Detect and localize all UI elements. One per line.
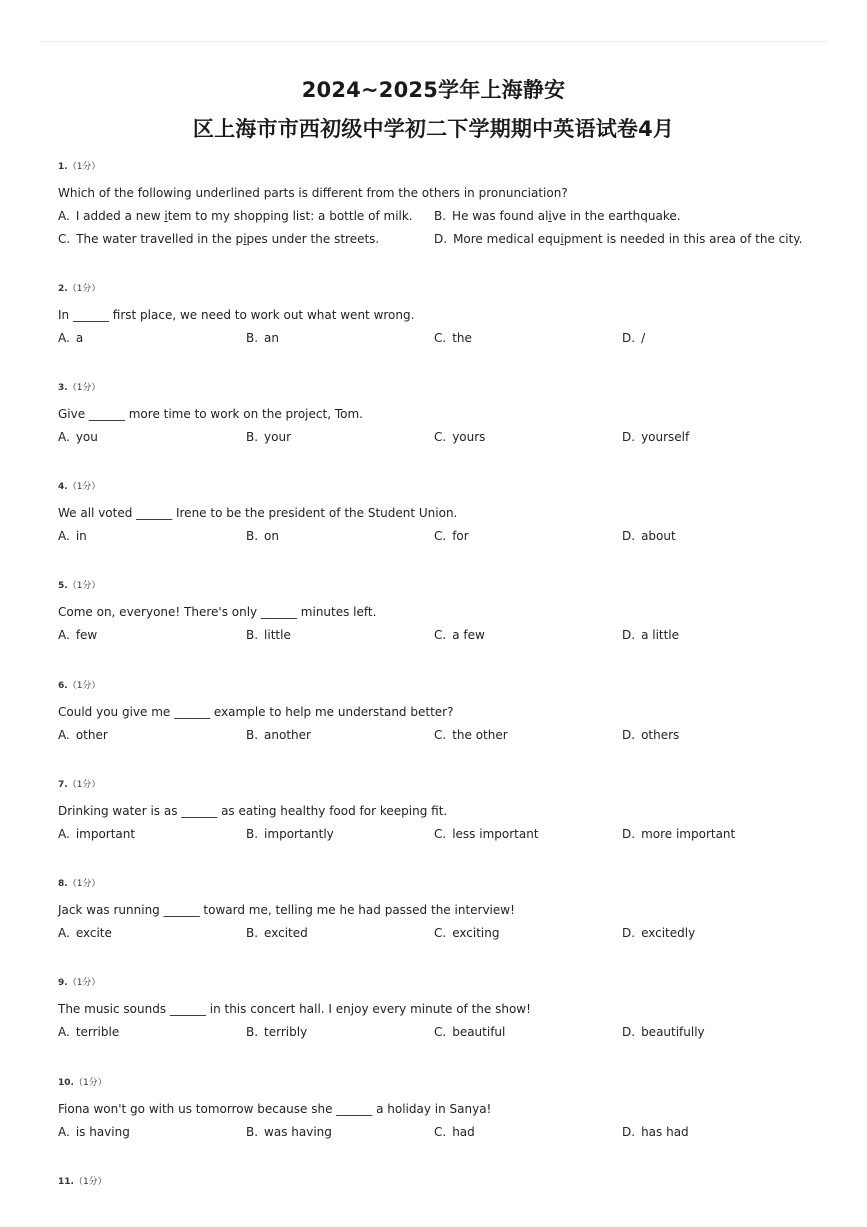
option-b[interactable]: B. terribly (246, 1025, 308, 1039)
option-c[interactable]: C. a few (434, 628, 485, 642)
question-number: 8.（1分） (58, 879, 101, 889)
option-c[interactable]: C. The water travelled in the pipes under the streets. (58, 232, 380, 246)
option-d[interactable]: D. beautifully (622, 1025, 705, 1039)
option-c[interactable]: C. had (434, 1125, 475, 1139)
option-b[interactable]: B. importantly (246, 827, 334, 841)
question-score: （1分） (67, 284, 101, 294)
option-b[interactable]: B. excited (246, 926, 308, 940)
option-a[interactable]: A. important (58, 827, 136, 841)
option-c[interactable]: C. for (434, 529, 469, 543)
question-number: 7.（1分） (58, 780, 101, 790)
option-d[interactable]: D. a little (622, 628, 680, 642)
question-number: 4.（1分） (58, 482, 101, 492)
question-stem: We all voted ______ Irene to be the president of the Student Union. (58, 506, 458, 520)
option-d[interactable]: D. excitedly (622, 926, 696, 940)
option-d[interactable]: D. more important (622, 827, 736, 841)
option-b[interactable]: B. your (246, 430, 292, 444)
option-b[interactable]: B. on (246, 529, 279, 543)
question-stem: Come on, everyone! There's only ______ minutes left. (58, 605, 377, 619)
option-b[interactable]: B. He was found alive in the earthquake. (434, 209, 681, 223)
option-c[interactable]: C. yours (434, 430, 486, 444)
option-a[interactable]: A. terrible (58, 1025, 120, 1039)
option-a[interactable]: A. I added a new item to my shopping list: a bottle of milk. (58, 209, 413, 223)
question-number: 10.（1分） (58, 1078, 107, 1088)
question-number: 6.（1分） (58, 681, 101, 691)
question-score: （1分） (73, 1078, 107, 1088)
option-d[interactable]: D. others (622, 728, 680, 742)
option-d[interactable]: D. / (622, 331, 646, 345)
option-c[interactable]: C. beautiful (434, 1025, 506, 1039)
question-number: 11.（1分） (58, 1177, 107, 1187)
question-score: （1分） (67, 383, 101, 393)
question-stem: Which of the following underlined parts is different from the others in pronunciation? (58, 186, 568, 200)
question-score: （1分） (67, 780, 101, 790)
question-stem: Drinking water is as ______ as eating healthy food for keeping fit. (58, 804, 448, 818)
option-a[interactable]: A. other (58, 728, 108, 742)
question-score: （1分） (67, 162, 101, 172)
option-d[interactable]: D. has had (622, 1125, 689, 1139)
question-number: 2.（1分） (58, 284, 101, 294)
question-stem: Jack was running ______ toward me, telling me he had passed the interview! (58, 903, 515, 917)
option-a[interactable]: A. you (58, 430, 98, 444)
option-d[interactable]: D. yourself (622, 430, 690, 444)
option-b[interactable]: B. little (246, 628, 291, 642)
question-stem: In ______ first place, we need to work out what went wrong. (58, 308, 415, 322)
question-score: （1分） (67, 681, 101, 691)
page-title-line-2: 区上海市市西初级中学初二下学期期中英语试卷4月 (192, 117, 675, 141)
option-c[interactable]: C. the (434, 331, 472, 345)
question-stem: Give ______ more time to work on the project, Tom. (58, 407, 363, 421)
question-score: （1分） (67, 482, 101, 492)
option-b[interactable]: B. an (246, 331, 280, 345)
option-c[interactable]: C. less important (434, 827, 539, 841)
top-divider (40, 41, 827, 42)
option-a[interactable]: A. few (58, 628, 98, 642)
option-b[interactable]: B. another (246, 728, 311, 742)
question-score: （1分） (73, 1177, 107, 1187)
question-stem: The music sounds ______ in this concert hall. I enjoy every minute of the show! (58, 1002, 531, 1016)
option-a[interactable]: A. is having (58, 1125, 130, 1139)
option-a[interactable]: A. a (58, 331, 84, 345)
option-c[interactable]: C. the other (434, 728, 508, 742)
option-a[interactable]: A. in (58, 529, 87, 543)
option-a[interactable]: A. excite (58, 926, 112, 940)
question-score: （1分） (67, 879, 101, 889)
page-title-line-1: 2024~2025学年上海静安 (301, 78, 566, 102)
question-stem: Could you give me ______ example to help me understand better? (58, 705, 454, 719)
question-number: 9.（1分） (58, 978, 101, 988)
question-number: 1.（1分） (58, 162, 101, 172)
option-c[interactable]: C. exciting (434, 926, 500, 940)
question-score: （1分） (67, 978, 101, 988)
option-d[interactable]: D. about (622, 529, 676, 543)
question-stem: Fiona won't go with us tomorrow because she ______ a holiday in Sanya! (58, 1102, 492, 1116)
option-d[interactable]: D. More medical equipment is needed in this area of the city. (434, 232, 803, 246)
question-score: （1分） (67, 581, 101, 591)
question-number: 5.（1分） (58, 581, 101, 591)
question-number: 3.（1分） (58, 383, 101, 393)
option-b[interactable]: B. was having (246, 1125, 332, 1139)
